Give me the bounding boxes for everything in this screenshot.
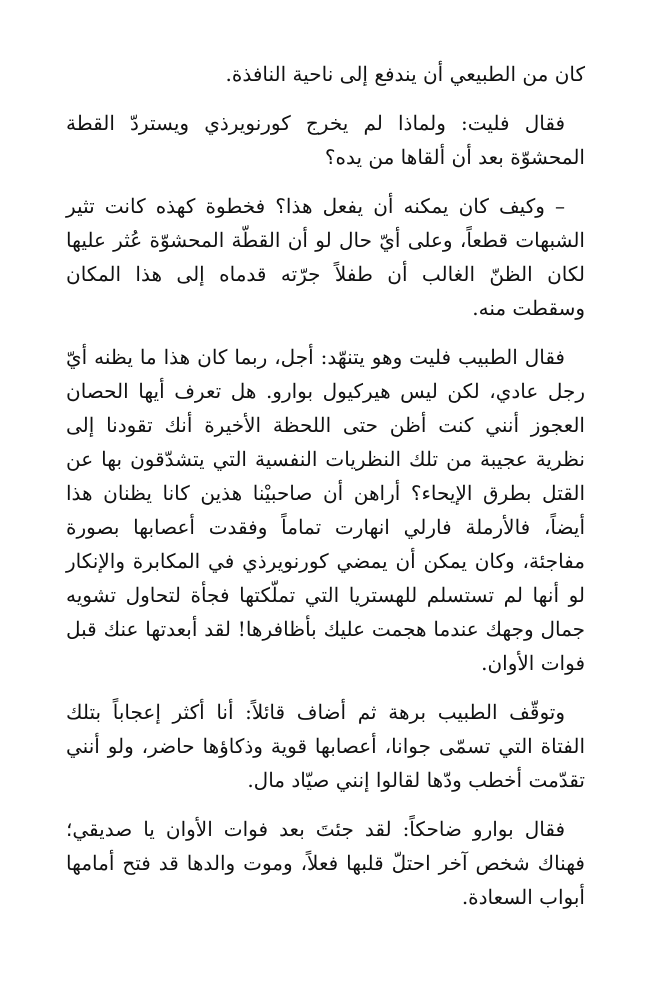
paragraph: فقال الطبيب فليت وهو يتنهّد: أجل، ربما كان هذا ما يظنه أيّ رجل عادي، لكن ليس هيركيول بوارو. هل تعرف أيها الحصان العجوز أنني كنت أظن حتى اللحظة الأخيرة أنك تقودنا إلى نظرية عجيبة من تلك النظريات النفسية التي يتشدّقون بها عن القتل بطرق الإيحاء؟ أراهن أن صاحبيْنا هذين كانا يظنان هذا أيضاً، فالأرملة فارلي انهارت تماماً وفقدت أعصابها بصورة مفاجئة، وكان يمكن أن يمضي كورنويرذي في المكابرة والإنكار لو أنها لم تستسلم للهستريا التي تملّكتها فجأة لتحاول تشويه جمال وجهك عندما هجمت عليك بأظافرها! لقد أبعدتها عنك قبل فوات الأوان.	[66, 345, 586, 675]
paragraph: فقال بوارو ضاحكاً: لقد جئتَ بعد فوات الأوان يا صديقي؛ فهناك شخص آخر احتلّ قلبها فعلاً، وموت والدها قد فتح أمامها أبواب السعادة.	[66, 817, 585, 909]
paragraph: فقال فليت: ولماذا لم يخرج كورنويرذي ويستردّ القطة المحشوّة بعد أن ألقاها من يده؟	[66, 111, 585, 169]
paragraph: وتوقّف الطبيب برهة ثم أضاف قائلاً: أنا أكثر إعجاباً بتلك الفتاة التي تسمّى جوانا، أعصابها قوية وذكاؤها حاضر، ولو أنني تقدّمت أخطب ودّها لقالوا إنني صيّاد مال.	[66, 700, 585, 792]
book-page	[66, 57, 585, 914]
paragraph: – وكيف كان يمكنه أن يفعل هذا؟ فخطوة كهذه كانت تثير الشبهات قطعاً، وعلى أيّ حال لو أن القطّة المحشوّة عُثر عليها لكان الظنّ الغالب أن طفلاً جرّته قدماه إلى هذا المكان وسقطت منه.	[66, 194, 585, 320]
paragraph: كان من الطبيعي أن يندفع إلى ناحية النافذة.	[225, 62, 585, 86]
